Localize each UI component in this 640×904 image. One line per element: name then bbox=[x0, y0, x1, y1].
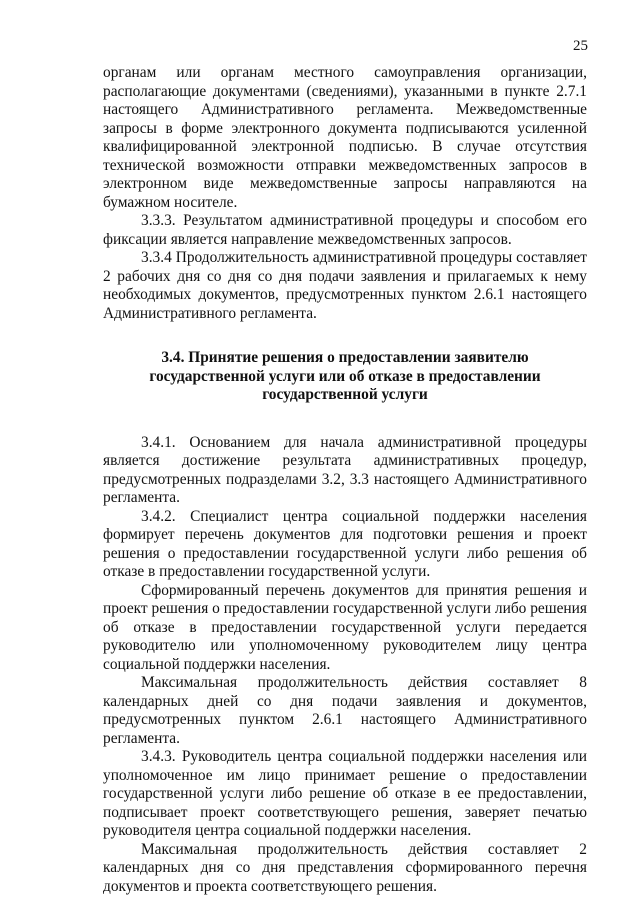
heading-line: государственной услуги или об отказе в предоставлении bbox=[149, 367, 541, 385]
paragraph-3-3-3: 3.3.3. Результатом административной процедуры и способом его фиксации является направление межведомственных запросов. bbox=[103, 212, 587, 248]
intro-paragraph-continuation: органам или органам местного самоуправления организации, располагающие документами (сведениями), указанными в пункте 2.7.1 настоящего Административного регламента. Межведомственные запросы в форме электронного документа подписываются усиленной квалифицированной электронной подписью. В случае отсутствия технической возможности отправки межведомственных запросов в электронном виде межведомственные запросы направляются на бумажном носителе. bbox=[103, 64, 587, 211]
heading-line: 3.4. Принятие решения о предоставлении заявителю bbox=[161, 349, 529, 366]
paragraph-max-duration-8-days: Максимальная продолжительность действия составляет 8 календарных дней со дня подачи заявления и документов, предусмотренных пунктом 2.6.1 настоящего Административного регламента. bbox=[103, 674, 587, 747]
heading-line: государственной услуги bbox=[262, 386, 428, 403]
paragraph-3-4-2: 3.4.2. Специалист центра социальной поддержки населения формирует перечень документов для подготовки решения и проект решения о предоставлении государственной услуги либо решения об отказе в предоставлении государственной услуги. bbox=[103, 507, 587, 580]
section-heading-3-4 bbox=[103, 349, 587, 405]
paragraph-formed-list: Сформированный перечень документов для принятия решения и проект решения о предоставлении государственной услуги либо решения об отказе в предоставлении государственной услуги передается руководителю или уполномоченному руководителем лицу центра социальной поддержки населения. bbox=[103, 581, 587, 673]
page-number: 25 bbox=[573, 38, 588, 54]
paragraph-3-4-3: 3.4.3. Руководитель центра социальной поддержки населения или уполномоченное им лицо принимает решение о предоставлении государственной услуги либо решение об отказе в ее предоставлении, подписывает проект соответствующего решения, заверяет печатью руководителя центра социальной поддержки населения. bbox=[103, 748, 587, 839]
page-content bbox=[103, 64, 587, 896]
paragraph-3-3-4: 3.3.4 Продолжительность административной процедуры составляет 2 рабочих дня со дня со дня подачи заявления и прилагаемых к нему необходимых документов, предусмотренных пунктом 2.6.1 настоящего Административного регламента. bbox=[103, 249, 587, 322]
paragraph-max-duration-2-days: Максимальная продолжительность действия составляет 2 календарных дня со дня представления сформированного перечня документов и проекта соответствующего решения. bbox=[103, 840, 587, 895]
paragraph-3-4-1: 3.4.1. Основанием для начала административной процедуры является достижение результата административных процедур, предусмотренных подразделами 3.2, 3.3 настоящего Административного регламента. bbox=[103, 433, 587, 506]
